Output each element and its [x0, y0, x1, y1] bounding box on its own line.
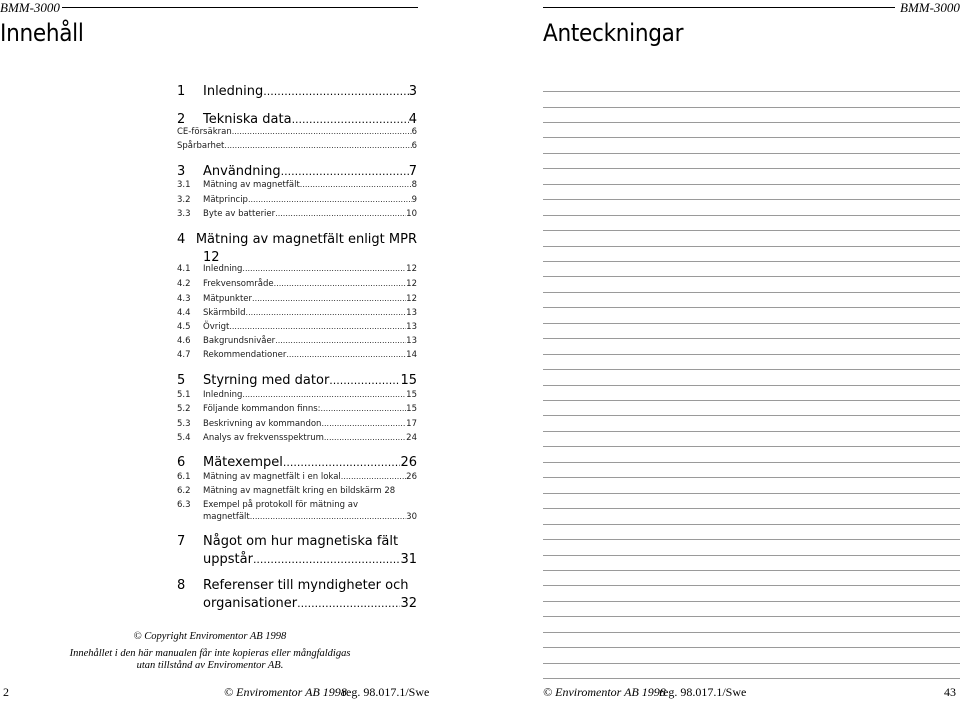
- right-footer-company: © Enviromentor AB 1998: [543, 685, 666, 699]
- toc-entry-label: Inledning: [203, 264, 243, 274]
- toc-entry-label: Mätexempel: [203, 455, 283, 470]
- note-line: [543, 215, 960, 216]
- toc-entry-number: 6.1: [177, 472, 191, 482]
- note-line: [543, 446, 960, 447]
- toc-entry-label: Spårbarhet: [177, 141, 225, 151]
- note-line: [543, 307, 960, 308]
- toc-entry-number: 8: [177, 578, 186, 593]
- toc-entry-label: Exempel på protokoll för mätning av: [203, 500, 359, 510]
- toc-entry: [177, 112, 417, 128]
- toc-page-number: 31: [400, 552, 417, 567]
- toc-entry-label: Tekniska data: [203, 112, 292, 127]
- toc-entry-label: Något om hur magnetiska fält: [203, 534, 399, 549]
- toc-entry-label-continued: organisationer: [203, 596, 298, 611]
- toc-entry-label: Användning: [203, 164, 281, 179]
- note-line: [543, 91, 960, 92]
- toc-entry: [177, 141, 417, 153]
- right-footer-reg: reg. 98.017.1/Swe: [659, 685, 747, 699]
- toc-leader-dots: [324, 433, 406, 442]
- toc-entry-label: Mätprincip: [203, 195, 248, 205]
- copyright-line: © Copyright Enviromentor AB 1998: [133, 631, 287, 642]
- note-line: [543, 585, 960, 586]
- note-line: [543, 184, 960, 185]
- note-line: [543, 647, 960, 648]
- toc-entry: [177, 486, 417, 498]
- toc-leader-dots: [253, 553, 401, 566]
- toc-entry-number: 6.3: [177, 500, 191, 510]
- toc-leader-dots: [248, 195, 412, 204]
- page-title-anteckningar: Anteckningar: [543, 19, 684, 47]
- toc-entry-number: 4.4: [177, 308, 191, 318]
- note-line: [543, 385, 960, 386]
- toc-entry-number: 3.1: [177, 180, 191, 190]
- toc-page-number: 30: [406, 512, 417, 522]
- toc-entry-label-continued: magnetfält: [203, 512, 250, 522]
- toc-page-number: 26: [406, 472, 417, 482]
- toc-leader-dots: [286, 350, 406, 359]
- toc-entry-number: 5.4: [177, 433, 191, 443]
- note-line: [543, 493, 960, 494]
- toc-entry: [177, 84, 417, 100]
- toc-entry-number: 3.2: [177, 195, 191, 205]
- toc-page-number: 13: [406, 322, 417, 332]
- toc-entry: [177, 373, 417, 389]
- note-line: [543, 261, 960, 262]
- toc-leader-dots: [321, 404, 407, 413]
- toc-leader-dots: [321, 419, 406, 428]
- note-line: [543, 292, 960, 293]
- note-line: [543, 539, 960, 540]
- toc-entry: [177, 264, 417, 276]
- copyright-note-1: Innehållet i den här manualen får inte kopieras eller mångfaldigas: [69, 648, 351, 659]
- toc-leader-dots: [246, 308, 407, 317]
- note-line: [543, 199, 960, 200]
- toc-entry-continued: [177, 552, 417, 568]
- toc-entry-label: Följande kommandon finns:: [203, 404, 321, 414]
- toc-entry-number: 6: [177, 455, 186, 470]
- page-title-innehall: Innehåll: [0, 19, 84, 47]
- toc-leader-dots: [252, 294, 406, 303]
- toc-entry: [177, 472, 417, 484]
- right-header-title: BMM-3000: [900, 0, 960, 15]
- toc-page-number: 15: [400, 373, 417, 388]
- toc-entry: [177, 127, 417, 139]
- toc-entry: [177, 404, 417, 416]
- note-line: [543, 107, 960, 108]
- toc-entry-label: Bakgrundsnivåer: [203, 336, 276, 346]
- toc-entry-label: Inledning: [203, 390, 243, 400]
- left-header-title: BMM-3000: [0, 0, 60, 15]
- note-line: [543, 354, 960, 355]
- toc-page-number: 26: [400, 455, 417, 470]
- toc-leader-dots: [275, 209, 406, 218]
- toc-entry-label: Frekvensområde: [203, 279, 274, 289]
- toc-entry: [177, 164, 417, 180]
- note-line: [543, 570, 960, 571]
- toc-entry-label: Styrning med dator: [203, 373, 330, 388]
- toc-entry-label-continued: uppstår: [203, 552, 253, 567]
- toc-leader-dots: [297, 597, 400, 610]
- copyright-note-2: utan tillstånd av Enviromentor AB.: [136, 660, 284, 671]
- toc-entry: [177, 322, 417, 334]
- toc-leader-dots: [242, 264, 406, 273]
- toc-page-number: 10: [406, 209, 417, 219]
- left-footer-reg: reg. 98.017.1/Swe: [342, 685, 430, 699]
- toc-entry-number: 4.6: [177, 336, 191, 346]
- toc-entry: [177, 433, 417, 445]
- toc-page-number: 6: [411, 141, 417, 151]
- left-footer-company: © Enviromentor AB 1998: [224, 685, 347, 699]
- toc-leader-dots: [292, 113, 409, 126]
- note-line: [543, 431, 960, 432]
- note-line: [543, 508, 960, 509]
- toc-entry-number: 5.1: [177, 390, 191, 400]
- note-line: [543, 524, 960, 525]
- note-line: [543, 276, 960, 277]
- toc-leader-dots: [283, 456, 401, 469]
- toc-leader-dots: [229, 322, 406, 331]
- toc-entry: [177, 350, 417, 362]
- right-page: [480, 0, 960, 701]
- toc-entry-number: 6.2: [177, 486, 191, 496]
- toc-entry-label: Mätning av magnetfält kring en bildskärm 28: [203, 486, 396, 496]
- toc-page-number: 12: [406, 264, 417, 274]
- toc-leader-dots: [274, 279, 407, 288]
- toc-leader-dots: [250, 512, 406, 521]
- note-line: [543, 122, 960, 123]
- toc-entry-label: Rekommendationer: [203, 350, 287, 360]
- toc-entry-label: Mätpunkter: [203, 294, 253, 304]
- toc-entry-label: Skärmbild: [203, 308, 246, 318]
- toc-entry-number: 4.1: [177, 264, 191, 274]
- toc-entry-number: 2: [177, 112, 186, 127]
- toc-entry-number: 4.7: [177, 350, 191, 360]
- toc-page-number: 32: [400, 596, 417, 611]
- note-line: [543, 323, 960, 324]
- note-line: [543, 632, 960, 633]
- toc-entry: [177, 534, 417, 550]
- toc-entry-label: Inledning: [203, 84, 264, 99]
- toc-entry-number: 3.3: [177, 209, 191, 219]
- toc-page-number: 4: [408, 112, 417, 127]
- toc-page-number: 13: [406, 336, 417, 346]
- note-line: [543, 616, 960, 617]
- toc-entry-number: 4.5: [177, 322, 191, 332]
- toc-entry: [177, 279, 417, 291]
- toc-leader-dots: [281, 165, 409, 178]
- toc-leader-dots: [242, 390, 406, 399]
- note-line: [543, 230, 960, 231]
- note-line: [543, 678, 960, 679]
- right-header-rule: [543, 7, 895, 8]
- left-page-number: 2: [3, 685, 9, 699]
- toc-entry-label: Byte av batterier: [203, 209, 276, 219]
- toc-entry-label: Referenser till myndigheter och: [203, 578, 409, 593]
- toc-page-number: 12: [406, 294, 417, 304]
- toc-entry: [177, 180, 417, 192]
- note-line: [543, 137, 960, 138]
- toc-entry-continued: [177, 512, 417, 524]
- left-header-rule: [62, 7, 418, 8]
- toc-page-number: 15: [406, 404, 417, 414]
- toc-entry: [177, 500, 417, 512]
- toc-entry: [177, 195, 417, 207]
- toc-page-number: 14: [406, 350, 417, 360]
- toc-entry-number: 4: [177, 232, 186, 247]
- toc-entry-label: Mätning av magnetfält i en lokal: [203, 472, 341, 482]
- toc-entry-label: Mätning av magnetfält enligt MPR: [195, 232, 417, 247]
- toc-page-number: 8: [411, 180, 417, 190]
- note-line: [543, 601, 960, 602]
- toc-entry-number: 4.2: [177, 279, 191, 289]
- toc-page-number: 12: [406, 279, 417, 289]
- toc-entry: [177, 294, 417, 306]
- toc-leader-dots: [232, 127, 412, 136]
- toc-entry-label: Analys av frekvensspektrum: [203, 433, 324, 443]
- note-line: [543, 338, 960, 339]
- toc-leader-dots: [300, 180, 412, 189]
- toc-entry-number: 4.3: [177, 294, 191, 304]
- toc-entry-label: Övrigt: [203, 322, 230, 332]
- toc-entry-label: Mätning av magnetfält: [203, 180, 300, 190]
- toc-leader-dots: [275, 336, 406, 345]
- toc-page-number: 7: [408, 164, 417, 179]
- note-line: [543, 168, 960, 169]
- toc-leader-dots: [329, 374, 400, 387]
- note-line: [543, 415, 960, 416]
- toc-entry: [177, 232, 417, 248]
- note-line: [543, 153, 960, 154]
- toc-entry: [177, 308, 417, 320]
- toc-entry-continued: [177, 596, 417, 612]
- toc-leader-dots: [224, 141, 411, 150]
- toc-entry: [177, 336, 417, 348]
- toc-leader-dots: [341, 472, 406, 481]
- toc-entry-label: Beskrivning av kommandon: [203, 419, 322, 429]
- toc-entry-label: CE-försäkran: [177, 127, 232, 137]
- toc-page-number: 24: [406, 433, 417, 443]
- right-page-number: 43: [944, 685, 956, 699]
- toc-entry: [177, 419, 417, 431]
- toc-page-number: 13: [406, 308, 417, 318]
- toc-page-number: 9: [411, 195, 417, 205]
- note-line: [543, 246, 960, 247]
- note-line: [543, 369, 960, 370]
- toc-entry: [177, 578, 417, 594]
- toc-entry-number: 3: [177, 164, 186, 179]
- toc-entry-number: 1: [177, 84, 186, 99]
- toc-page-number: 3: [408, 84, 417, 99]
- toc-entry-label-continued: 12: [203, 250, 220, 265]
- toc-entry-number: 7: [177, 534, 186, 549]
- note-line: [543, 462, 960, 463]
- toc-entry: [177, 390, 417, 402]
- toc-entry: [177, 455, 417, 471]
- toc-page-number: 17: [406, 419, 417, 429]
- toc-entry: [177, 209, 417, 221]
- toc-leader-dots: [263, 85, 408, 98]
- note-line: [543, 555, 960, 556]
- toc-page-number: 6: [411, 127, 417, 137]
- toc-entry-number: 5.2: [177, 404, 191, 414]
- note-line: [543, 400, 960, 401]
- toc-entry-number: 5.3: [177, 419, 191, 429]
- toc-page-number: 15: [406, 390, 417, 400]
- note-line: [543, 477, 960, 478]
- toc-entry-number: 5: [177, 373, 186, 388]
- note-line: [543, 663, 960, 664]
